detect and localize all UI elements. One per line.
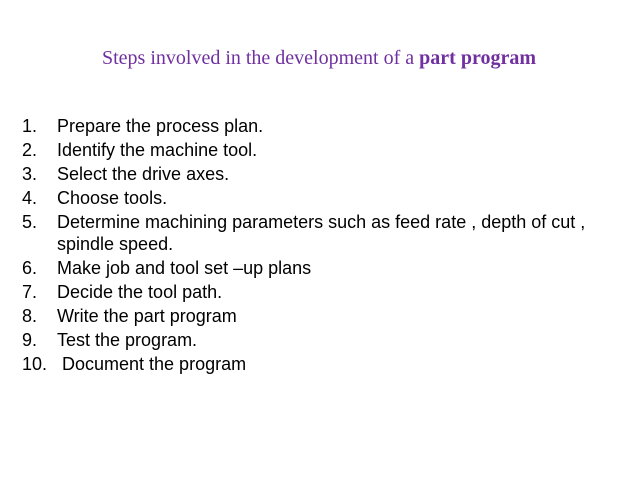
list-item — [22, 186, 622, 210]
step-number: 10. — [22, 354, 48, 374]
step-number: 6. — [22, 258, 38, 278]
step-number: 1. — [22, 116, 38, 136]
step-number: 7. — [22, 282, 38, 302]
list-item — [22, 210, 622, 256]
step-text: Make job and tool set –up plans — [57, 258, 312, 278]
step-text: Choose tools. — [57, 188, 168, 208]
step-text: Determine machining parameters such as feed rate , depth of cut , spindle speed. — [57, 212, 586, 254]
step-number: 3. — [22, 164, 38, 184]
step-number: 2. — [22, 140, 38, 160]
step-text: Write the part program — [57, 306, 237, 326]
list-item — [22, 256, 622, 280]
step-number: 5. — [22, 212, 38, 232]
list-item — [22, 162, 622, 186]
step-number: 9. — [22, 330, 38, 350]
list-item — [22, 328, 622, 352]
title-prefix: Steps involved in the development of a — [101, 47, 420, 69]
step-text: Test the program. — [57, 330, 198, 350]
slide-title — [0, 44, 638, 72]
list-item — [22, 352, 622, 376]
list-item — [22, 138, 622, 162]
step-text: Select the drive axes. — [57, 164, 230, 184]
step-text: Document the program — [62, 354, 247, 374]
list-item — [22, 114, 622, 138]
step-number: 4. — [22, 188, 38, 208]
list-item — [22, 304, 622, 328]
title-emphasis: part program — [419, 47, 536, 69]
step-text: Identify the machine tool. — [57, 140, 258, 160]
steps-list — [22, 114, 622, 376]
list-item — [22, 280, 622, 304]
step-number: 8. — [22, 306, 38, 326]
step-text: Prepare the process plan. — [57, 116, 264, 136]
step-text: Decide the tool path. — [57, 282, 223, 302]
